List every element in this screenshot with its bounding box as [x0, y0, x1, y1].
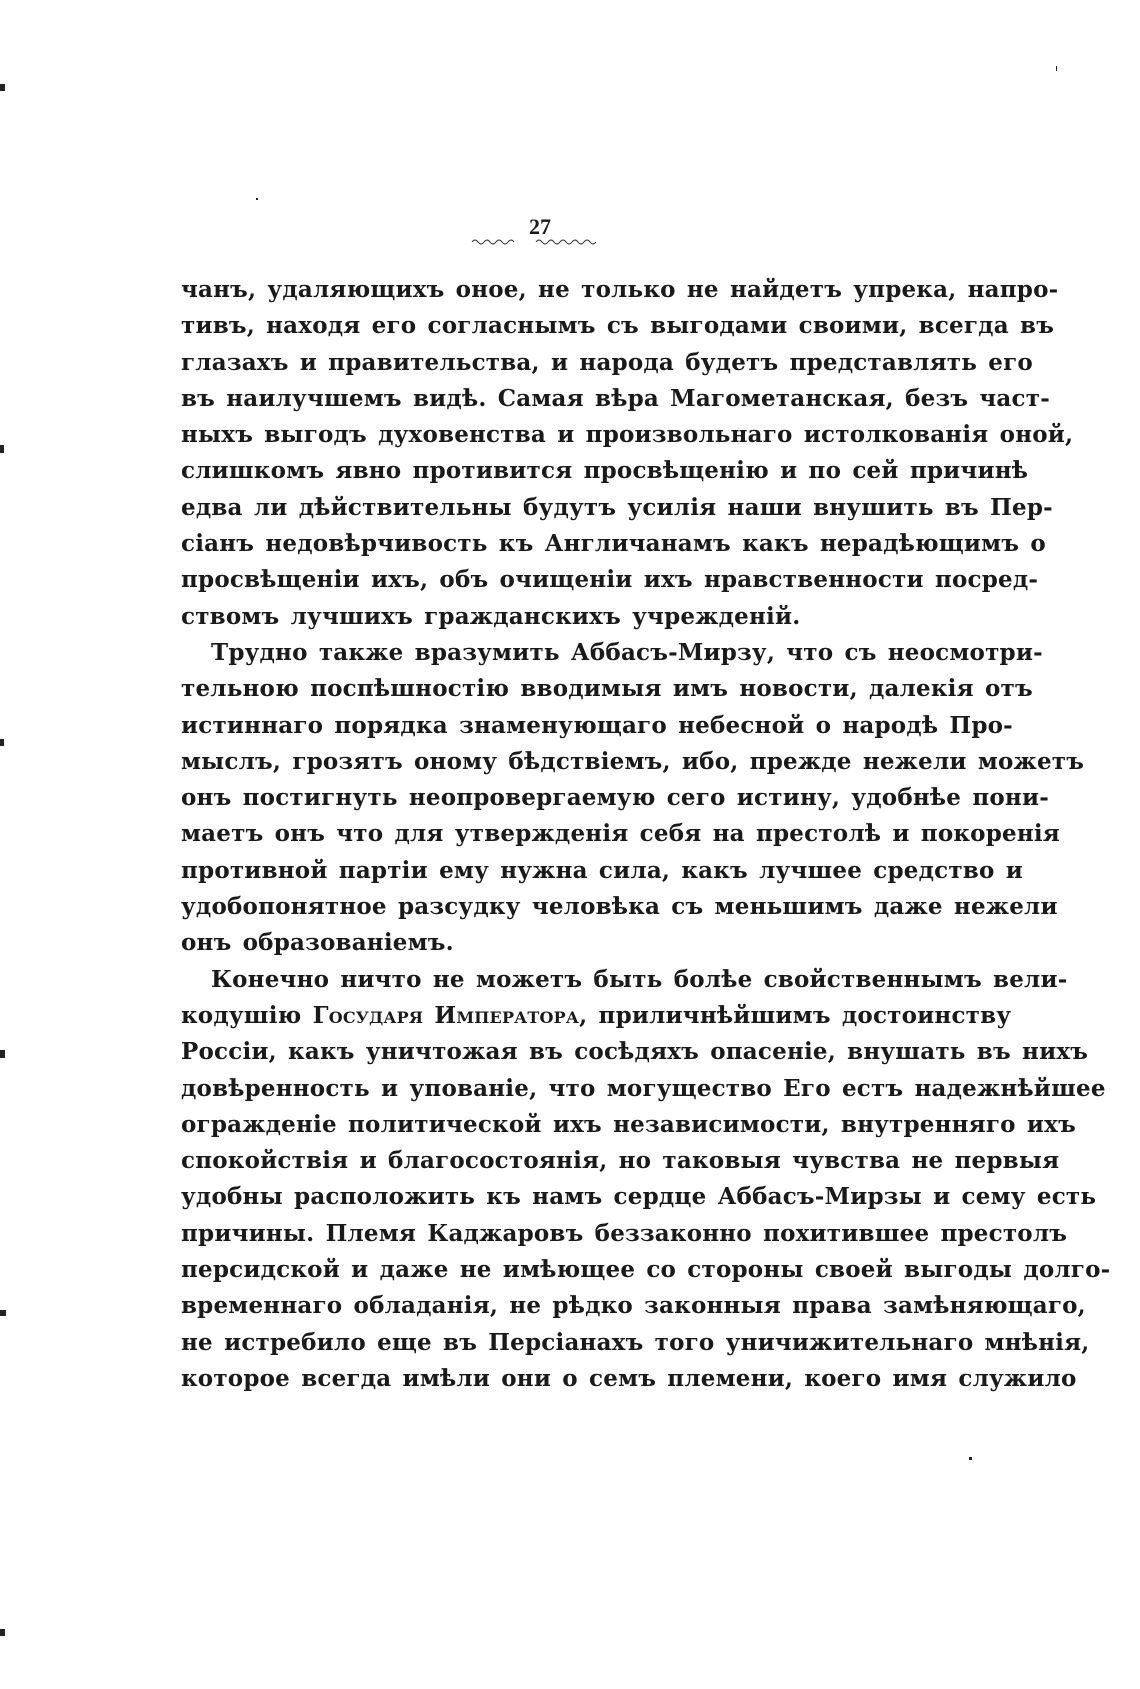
scan-dot — [256, 198, 258, 200]
text-line: Конечно ничто не можетъ быть болѣе свойственнымъ вели- — [211, 965, 1068, 993]
text-line-with-small-caps — [181, 998, 1012, 1034]
paragraph-1 — [181, 272, 1074, 635]
paragraph-2 — [181, 635, 1085, 962]
scan-mark — [0, 739, 4, 746]
scan-mark — [0, 445, 4, 453]
text-line: ствомъ лучшихъ гражданскихъ учрежденій. — [181, 602, 801, 630]
scan-mark — [0, 1310, 6, 1316]
small-caps-title: Государя Императора, — [312, 1001, 588, 1029]
text-fragment: кодушію — [181, 1001, 313, 1029]
text-line: едва ли дѣйствительны будутъ усилія наши внушить въ Пер- — [181, 493, 1053, 521]
text-line: довѣренность и упованіе, что могущество Его естъ надежнѣйшее — [181, 1074, 1106, 1102]
scan-mark — [0, 1629, 5, 1636]
text-line: персидской и даже не имѣющее со стороны своей выгоды долго- — [181, 1256, 1111, 1284]
text-line: чанъ, удаляющихъ оное, не только не найдетъ упрека, напро- — [181, 276, 1059, 303]
body-text — [181, 272, 1111, 1397]
text-line: въ наилучшемъ видѣ. Самая вѣра Магометанская, безъ част- — [181, 384, 1050, 412]
text-line: огражденіе политической ихъ независимости, внутренняго ихъ — [181, 1110, 1076, 1138]
text-line: ныхъ выгодъ духовенства и произвольнаго истолкованія оной, — [181, 421, 1074, 449]
text-line: слишкомъ явно противится просвѣщенію и по сей причинѣ — [181, 457, 1029, 485]
text-line: тельною поспѣшностію вводимыя имъ новости, далекія отъ — [181, 675, 1033, 703]
text-line: удобопонятное разсудку человѣка съ меньшимъ даже нежели — [181, 893, 1058, 921]
scan-mark — [0, 1050, 5, 1058]
text-line: истиннаго порядка знаменующаго небесной о народѣ Про- — [181, 711, 1013, 739]
text-line: которое всегда имѣли они о семъ племени, коего имя служило — [181, 1364, 1077, 1392]
text-line: Россіи, какъ уничтожая въ сосѣдяхъ опасеніе, внушать въ нихъ — [181, 1038, 1089, 1066]
paragraph-3 — [181, 962, 1111, 1398]
text-line: тивъ, находя его согласнымъ съ выгодами своими, всегда въ — [181, 312, 1055, 340]
text-line: сіанъ недовѣрчивость къ Англичанамъ какъ нерадѣющимъ о — [181, 530, 1046, 558]
text-line: не истребило еще въ Персіанахъ того уничижительнаго мнѣнія, — [181, 1328, 1090, 1356]
scan-mark — [0, 84, 5, 91]
page-number: 27 — [529, 214, 551, 239]
text-line: противной партіи ему нужна сила, какъ лучшее средство и — [181, 856, 1023, 884]
text-fragment: приличнѣйшимъ достоинству — [587, 1001, 1012, 1029]
text-line: Трудно также вразумить Аббасъ-Мирзу, что съ неосмотри- — [211, 638, 1043, 666]
text-line: просвѣщеніи ихъ, объ очищеніи ихъ нравственности посред- — [181, 566, 1039, 594]
text-line: причины. Племя Каджаровъ беззаконно похитившее престолъ — [181, 1219, 1068, 1247]
text-line: удобны расположить къ намъ сердце Аббасъ-Мирзы и сему есть — [181, 1183, 1097, 1211]
text-line: глазахъ и правительства, и народа будетъ представлять его — [181, 348, 1033, 376]
text-line: временнаго обладанія, не рѣдко законныя права замѣняющаго, — [181, 1292, 1086, 1320]
text-line: онъ образованіемъ. — [181, 929, 454, 957]
text-line: онъ постигнуть неопровергаемую сего истину, удобнѣе пони- — [181, 784, 1049, 812]
scan-dot — [969, 1457, 972, 1460]
text-line: мыслъ, грозятъ оному бѣдствіемъ, ибо, прежде нежели можетъ — [181, 747, 1085, 775]
scan-dot — [1056, 66, 1057, 71]
page-number-ornament — [470, 236, 604, 246]
text-line: спокойствія и благосостоянія, но таковыя чувства не первыя — [181, 1147, 1060, 1175]
text-line: маетъ онъ что для утвержденія себя на престолѣ и покоренія — [181, 820, 1060, 848]
